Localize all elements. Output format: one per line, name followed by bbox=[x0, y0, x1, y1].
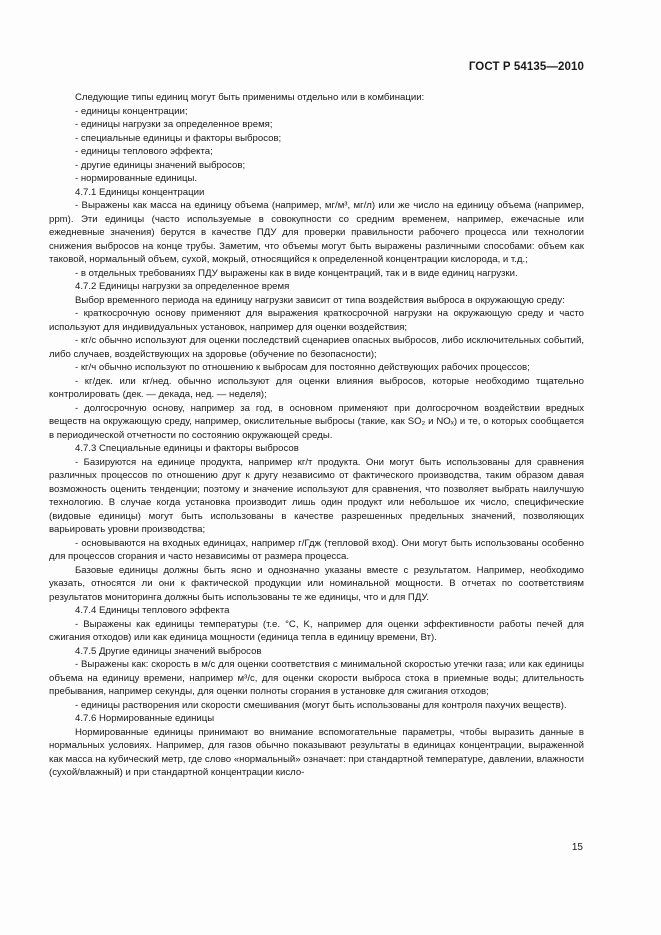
list-item: - специальные единицы и факторы выбросов; bbox=[75, 132, 282, 144]
document-code: ГОСТ Р 54135—2010 bbox=[468, 61, 584, 73]
list-item: - единицы концентрации; bbox=[75, 105, 188, 117]
body-text bbox=[49, 91, 584, 780]
section-heading: 4.7.1 Единицы концентрации bbox=[75, 186, 205, 198]
list-item: - единицы нагрузки за определенное время; bbox=[75, 119, 273, 130]
paragraph: - кг/с обычно используют для оценки последствий сценариев опасных выбросов, либо исключительных событий, либо случаев, воздействующих на здоровье (обучение по безопасности); bbox=[49, 335, 584, 360]
section-heading: 4.7.3 Специальные единицы и факторы выбросов bbox=[75, 443, 299, 454]
paragraph: - в отдельных требованиях ПДУ выражены как в виде концентраций, так и в виде единиц нагрузки. bbox=[75, 267, 518, 279]
paragraph: Базовые единицы должны быть ясно и однозначно указаны вместе с результатом. Например, необходимо указать, относятся ли они к фактической продукции или номинальной мощности. В отчетах по соответствиям результатов мониторинга должны быть использованы те же единицы, что и для ПДУ. bbox=[49, 564, 584, 603]
section-heading: 4.7.5 Другие единицы значений выбросов bbox=[75, 645, 262, 657]
section-heading: 4.7.6 Нормированные единицы bbox=[75, 713, 215, 724]
list-item: - единицы теплового эффекта; bbox=[75, 146, 213, 157]
paragraph: - долгосрочную основу, например за год, в основном применяют при долгосрочном воздействии вредных веществ на окружающую среду, например, окислительные выбросы (такие, как SO₂ и NOₓ) и те, о которых сообщается в периодической отчетности по состоянию окружающей среды. bbox=[49, 402, 584, 441]
paragraph: - кг/дек. или кг/нед. обычно используют для оценки влияния выбросов, которые необходимо тщательно контролировать (дек. — декада, нед. — неделя); bbox=[49, 375, 584, 400]
paragraph: Следующие типы единиц могут быть применимы отдельно или в комбинации: bbox=[75, 92, 425, 103]
list-item: - нормированные единицы. bbox=[75, 173, 198, 184]
paragraph: - Выражены как единицы температуры (т.е. °С, K, например для оценки эффективности работы печей для сжигания отходов) или как единица мощности (единица тепла в единицу времени, Вт). bbox=[49, 618, 584, 643]
paragraph: - единицы растворения или скорости смешивания (могут быть использованы для контроля пахучих веществ). bbox=[75, 699, 567, 711]
paragraph: - Базируются на единице продукта, например кг/т продукта. Они могут быть использованы для сравнения различных процессов по отношению друг к другу независимо от фактического производства, таким образом давая возможность оценить тенденции; поэтому и значение используют для сравнения, что позволяет выбрать наилучшую технологию. В случае когда установка производит лишь один продукт или небольшое их число, специфические (видовые единицы) могут быть использованы в качестве разрешенных предельных значений, позволяющих варьировать уровни производства; bbox=[49, 456, 584, 535]
paragraph: - кг/ч обычно используют по отношению к выбросам для постоянно действующих рабочих процессов; bbox=[75, 362, 530, 373]
page-number: 15 bbox=[571, 842, 583, 853]
list-item: - другие единицы значений выбросов; bbox=[75, 159, 246, 171]
section-heading: 4.7.2 Единицы нагрузки за определенное время bbox=[75, 281, 290, 292]
paragraph: Нормированные единицы принимают во внимание вспомогательные параметры, чтобы выразить данные в нормальных условиях. Например, для газов обычно показывают результаты в единицах концентрации, выраженной как масса на кубический метр, где слово «нормальный» означает: при стандартной температуре, давлении, влажности (сухой/влажный) и при стандартной концентрации кисло- bbox=[49, 726, 584, 778]
paragraph: - основываются на входных единицах, например г/Гдж (тепловой вход). Они могут быть использованы особенно для процессов сгорания и часто независимы от размера процесса. bbox=[49, 537, 584, 562]
paragraph: - краткосрочную основу применяют для выражения краткосрочной нагрузки на окружающую среду и часто используют для индивидуальных установок, например для оценки воздействия; bbox=[49, 308, 584, 333]
paragraph: Выбор временного периода на единицу нагрузки зависит от типа воздействия выброса в окружающую среду: bbox=[75, 294, 565, 306]
paragraph: - Выражены как: скорость в м/с для оценки соответствия с минимальной скоростью утечки газа; или как единицы объема на единицу времени, например м³/с, для оценки скорости выброса стока в приемные воды; длительность пребывания, например секунды, для оценки полноты сгорания в установке для сжигания отходов; bbox=[49, 659, 584, 697]
section-heading: 4.7.4 Единицы теплового эффекта bbox=[75, 605, 230, 616]
paragraph: - Выражены как масса на единицу объема (например, мг/м³, мг/л) или же число на единицу объема (например, ppm). Эти единицы (часто используемые в совокупности со средним временем, например, ежечасные или ежедневные значения) берутся в качестве ПДУ для проверки правильности рабочего процесса или технологии снижения выбросов на конце трубы. Заметим, что объемы могут быть выражены различными способами: объем как таковой, нормальный объем, сухой, мокрый, относящийся к определенной концентрации кислорода, и т.д.; bbox=[49, 200, 584, 265]
